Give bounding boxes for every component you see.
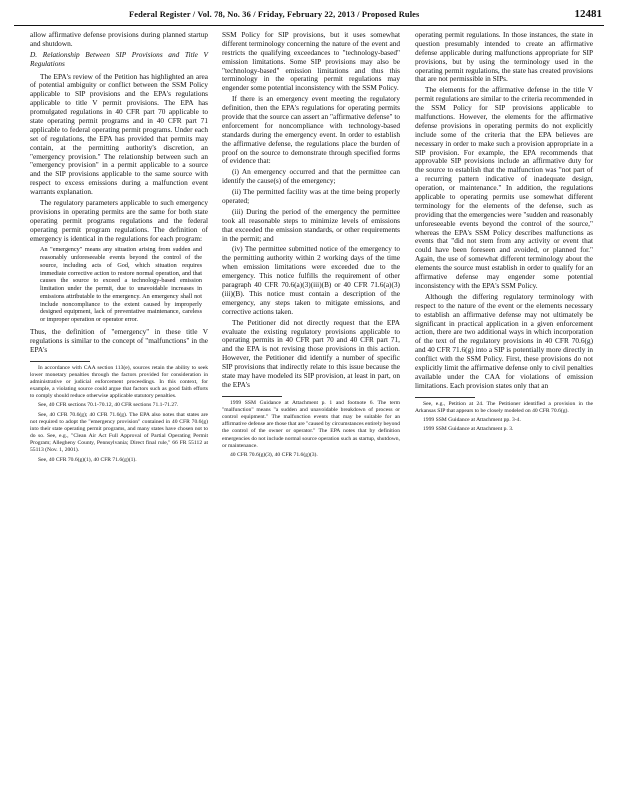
column-right [415, 31, 593, 435]
condition-item: (i) An emergency occurred and that the permittee can identify the cause(s) of the emergency; [222, 167, 400, 186]
footnote: In accordance with CAA section 113(e), sources retain the ability to seek lower monetary penalties through the factors provided for consideration in administrative or judicial enforcement proceedings. In this context, for example, a violating source could argue that factors such as good faith efforts to comply should reduce otherwise applicable statutory penalties. [30, 364, 208, 400]
condition-item: (iv) The permittee submitted notice of the emergency to the permitting authority within 2 working days of the time when emission limitations were exceeded due to the emergency. This notice fulfills the requirement of other paragraph 40 CFR 70.6(a)(3)(iii)(B) or 40 CFR 71.6(a)(3)(iii)(B). This notice must contain a description of the emergency, any steps taken to mitigate emissions, and corrective actions taken. [222, 244, 400, 316]
paragraph: The Petitioner did not directly request that the EPA evaluate the existing regulatory provisions applicable to operating permits in 40 CFR part 70 and 40 CFR part 71, and the EPA is not revising those provisions in this action. However, the Petitioner did identify a number of specific SIP provisions that indirectly relate to this issue because the state may have modeled its SIP provision, at least in part, on the EPA's [222, 317, 400, 389]
paragraph: operating permit regulations. In those instances, the state in question presumably intended to create an affirmative defense applicable during malfunctions appropriate for SIP provisions, but by using the terminology used in the operating permit regulations, the state has created provisions that are not permissible in SIPs. [415, 30, 593, 84]
paragraph: allow affirmative defense provisions during planned startup and shutdown. [30, 30, 208, 48]
footnote: 1999 SSM Guidance at Attachment p. 1 and footnote 6. The term "malfunction" means "a sudden and unavoidable breakdown of process or control equipment." The malfunction events that may be suitable for an affirmative defense are those that are "caused by circumstances entirely beyond the control of the owner or operator." The EPA notes that by definition emergencies do not include normal source operation such as startup, shutdown, or maintenance. [222, 399, 400, 449]
footnote: 40 CFR 70.6(g)(3), 40 CFR 71.6(g)(3). [230, 451, 318, 458]
footnote-rule [222, 396, 282, 397]
paragraph: Although the differing regulatory terminology with respect to the nature of the event or the elements necessary to establish an affirmative defense may not ultimately be significant in practical application in a given enforcement action, there are two additional ways in which incorporation of the text of the regulatory provisions in 40 CFR 70.6(g) and 40 CFR 71.6(g) into a SIP is potentially more directly in conflict with the SSM Policy. First, these provisions do not explicitly limit the affirmative defense only to civil penalties available under the CAA for violations of emission limitations. Each provision states only that an [415, 291, 593, 390]
footnote: See, e.g., Petition at 24. The Petitioner identified a provision in the Arkansas SIP that appears to be closely modeled on 40 CFR 70.6(g). [415, 400, 593, 414]
column-left [30, 31, 208, 466]
paragraph: SSM Policy for SIP provisions, but it uses somewhat different terminology concerning the nature of the event and restricts the qualifying exceedances to "technology-based" emission limitations. Some SIP provisions may also be "technology-based" emission limitations and thus this terminology in the operating permit regulations may engender some potential inconsistency with the SSM Policy. [222, 30, 400, 93]
footnote-rule [415, 397, 475, 398]
footnote: 1999 SSM Guidance at Attachment p. 3. [423, 426, 514, 433]
condition-item: (iii) During the period of the emergency the permittee took all reasonable steps to minimize levels of emissions that exceeded the emission standards, or other requirements in the permit; and [222, 206, 400, 243]
footnote: See, 40 CFR 70.6(g); 40 CFR 71.6(g). The EPA also notes that states are not required to adopt the "emergency provision" contained in 40 CFR 70.6(g) into their state operating permit programs, and many states have chosen not to do so. See, e.g., "Clean Air Act Full Approval of Partial Operating Permit Program; Allegheny County, Pennsylvania; Direct final rule," 66 FR 55112 at 55113 (Nov. 1, 2001). [30, 411, 208, 454]
column-middle [222, 31, 400, 461]
paragraph: Thus, the definition of "emergency" in these title V regulations is similar to the concept of "malfunctions" in the EPA's [30, 326, 208, 354]
footnote: See, 40 CFR 70.6(g)(1), 40 CFR 71.6(g)(1). [38, 456, 137, 463]
condition-item: (ii) The permitted facility was at the time being properly operated; [222, 187, 400, 206]
footnote-rule [30, 361, 90, 362]
header-rule [14, 25, 604, 26]
page-number: 12481 [574, 8, 602, 20]
footnote: See, 40 CFR sections 70.1-70.12, 40 CFR sections 71.1-71.27. [38, 402, 179, 409]
paragraph: The EPA's review of the Petition has highlighted an area of potential ambiguity or conflict between the SSM Policy applicable to SIP provisions and the EPA's regulations applicable to title V permit provisions. The EPA has promulgated regulations in 40 CFR part 70 applicable to state operating permit programs and in 40 CFR part 71 applicable to federal operating permit programs. Under each set of regulations, the EPA has provided that permits may contain, at the permitting authority's discretion, an "emergency provision." The relationship between such an "emergency provision" in a permit applicable to a source and the SIP provisions applicable to the same source with respect to excess emissions during a malfunction event warrants explanation. [30, 71, 208, 197]
page-header [14, 4, 604, 24]
block-quote: An "emergency" means any situation arising from sudden and reasonably unforeseeable events beyond the control of the source, including acts of God, which situation requires immediate corrective action to restore normal operation, and that causes the source to exceed a technology-based emission limitation under the permit, due to unavoidable increases in emissions attributable to the emergency. An emergency shall not include noncompliance to the extent caused by improperly designed equipment, lack of preventative maintenance, careless or improper operation or operator error. [40, 246, 202, 324]
paragraph: The elements for the affirmative defense in the title V permit regulations are similar to the criteria recommended in the SSM Policy for SIP provisions applicable to malfunctions. However, the elements for the affirmative defense provisions in operating permits do not explicitly include some of the criteria that the EPA believes are necessary in order to make such a provision appropriate in a SIP provision. For example, the EPA recommends that approvable SIP provisions include an affirmative duty for the source to establish that the malfunction was "not part of a recurring pattern indicative of inadequate design, operation, or maintenance." In addition, the regulations applicable to operating permits use somewhat different terminology for the elements of the defense, such as providing that the emergencies were "sudden and reasonably unforeseeable events beyond the control of the source," whereas the EPA's SSM Policy describes malfunctions as events that "did not stem from any activity or event that could have been foreseen and avoided, or planned for." Again, the use of somewhat different terminology about the elements the source must establish in order to qualify for an affirmative defense may engender some potential inconsistency with the EPA's SSM Policy. [415, 85, 593, 290]
paragraph: If there is an emergency event meeting the regulatory definition, then the EPA's regulations for operating permits provide that the source can assert an "affirmative defense" to enforcement for noncompliance with technology-based standards during the emergency event. In order to establish the affirmative defense, the regulations place the burden of proof on the source to demonstrate through specified forms of evidence that: [222, 94, 400, 166]
section-heading: D. Relationship Between SIP Provisions and Title V Regulations [30, 49, 208, 68]
footnote: 1999 SSM Guidance at Attachment pp. 3-4. [423, 416, 521, 423]
paragraph: The regulatory parameters applicable to such emergency provisions in operating permits are the same for both state operating permit programs regulations and the federal operating permit program regulations. The definition of emergency is identical in the regulations for each program: [30, 198, 208, 243]
running-header: Federal Register / Vol. 78, No. 36 / Friday, February 22, 2013 / Proposed Rules [129, 10, 420, 19]
